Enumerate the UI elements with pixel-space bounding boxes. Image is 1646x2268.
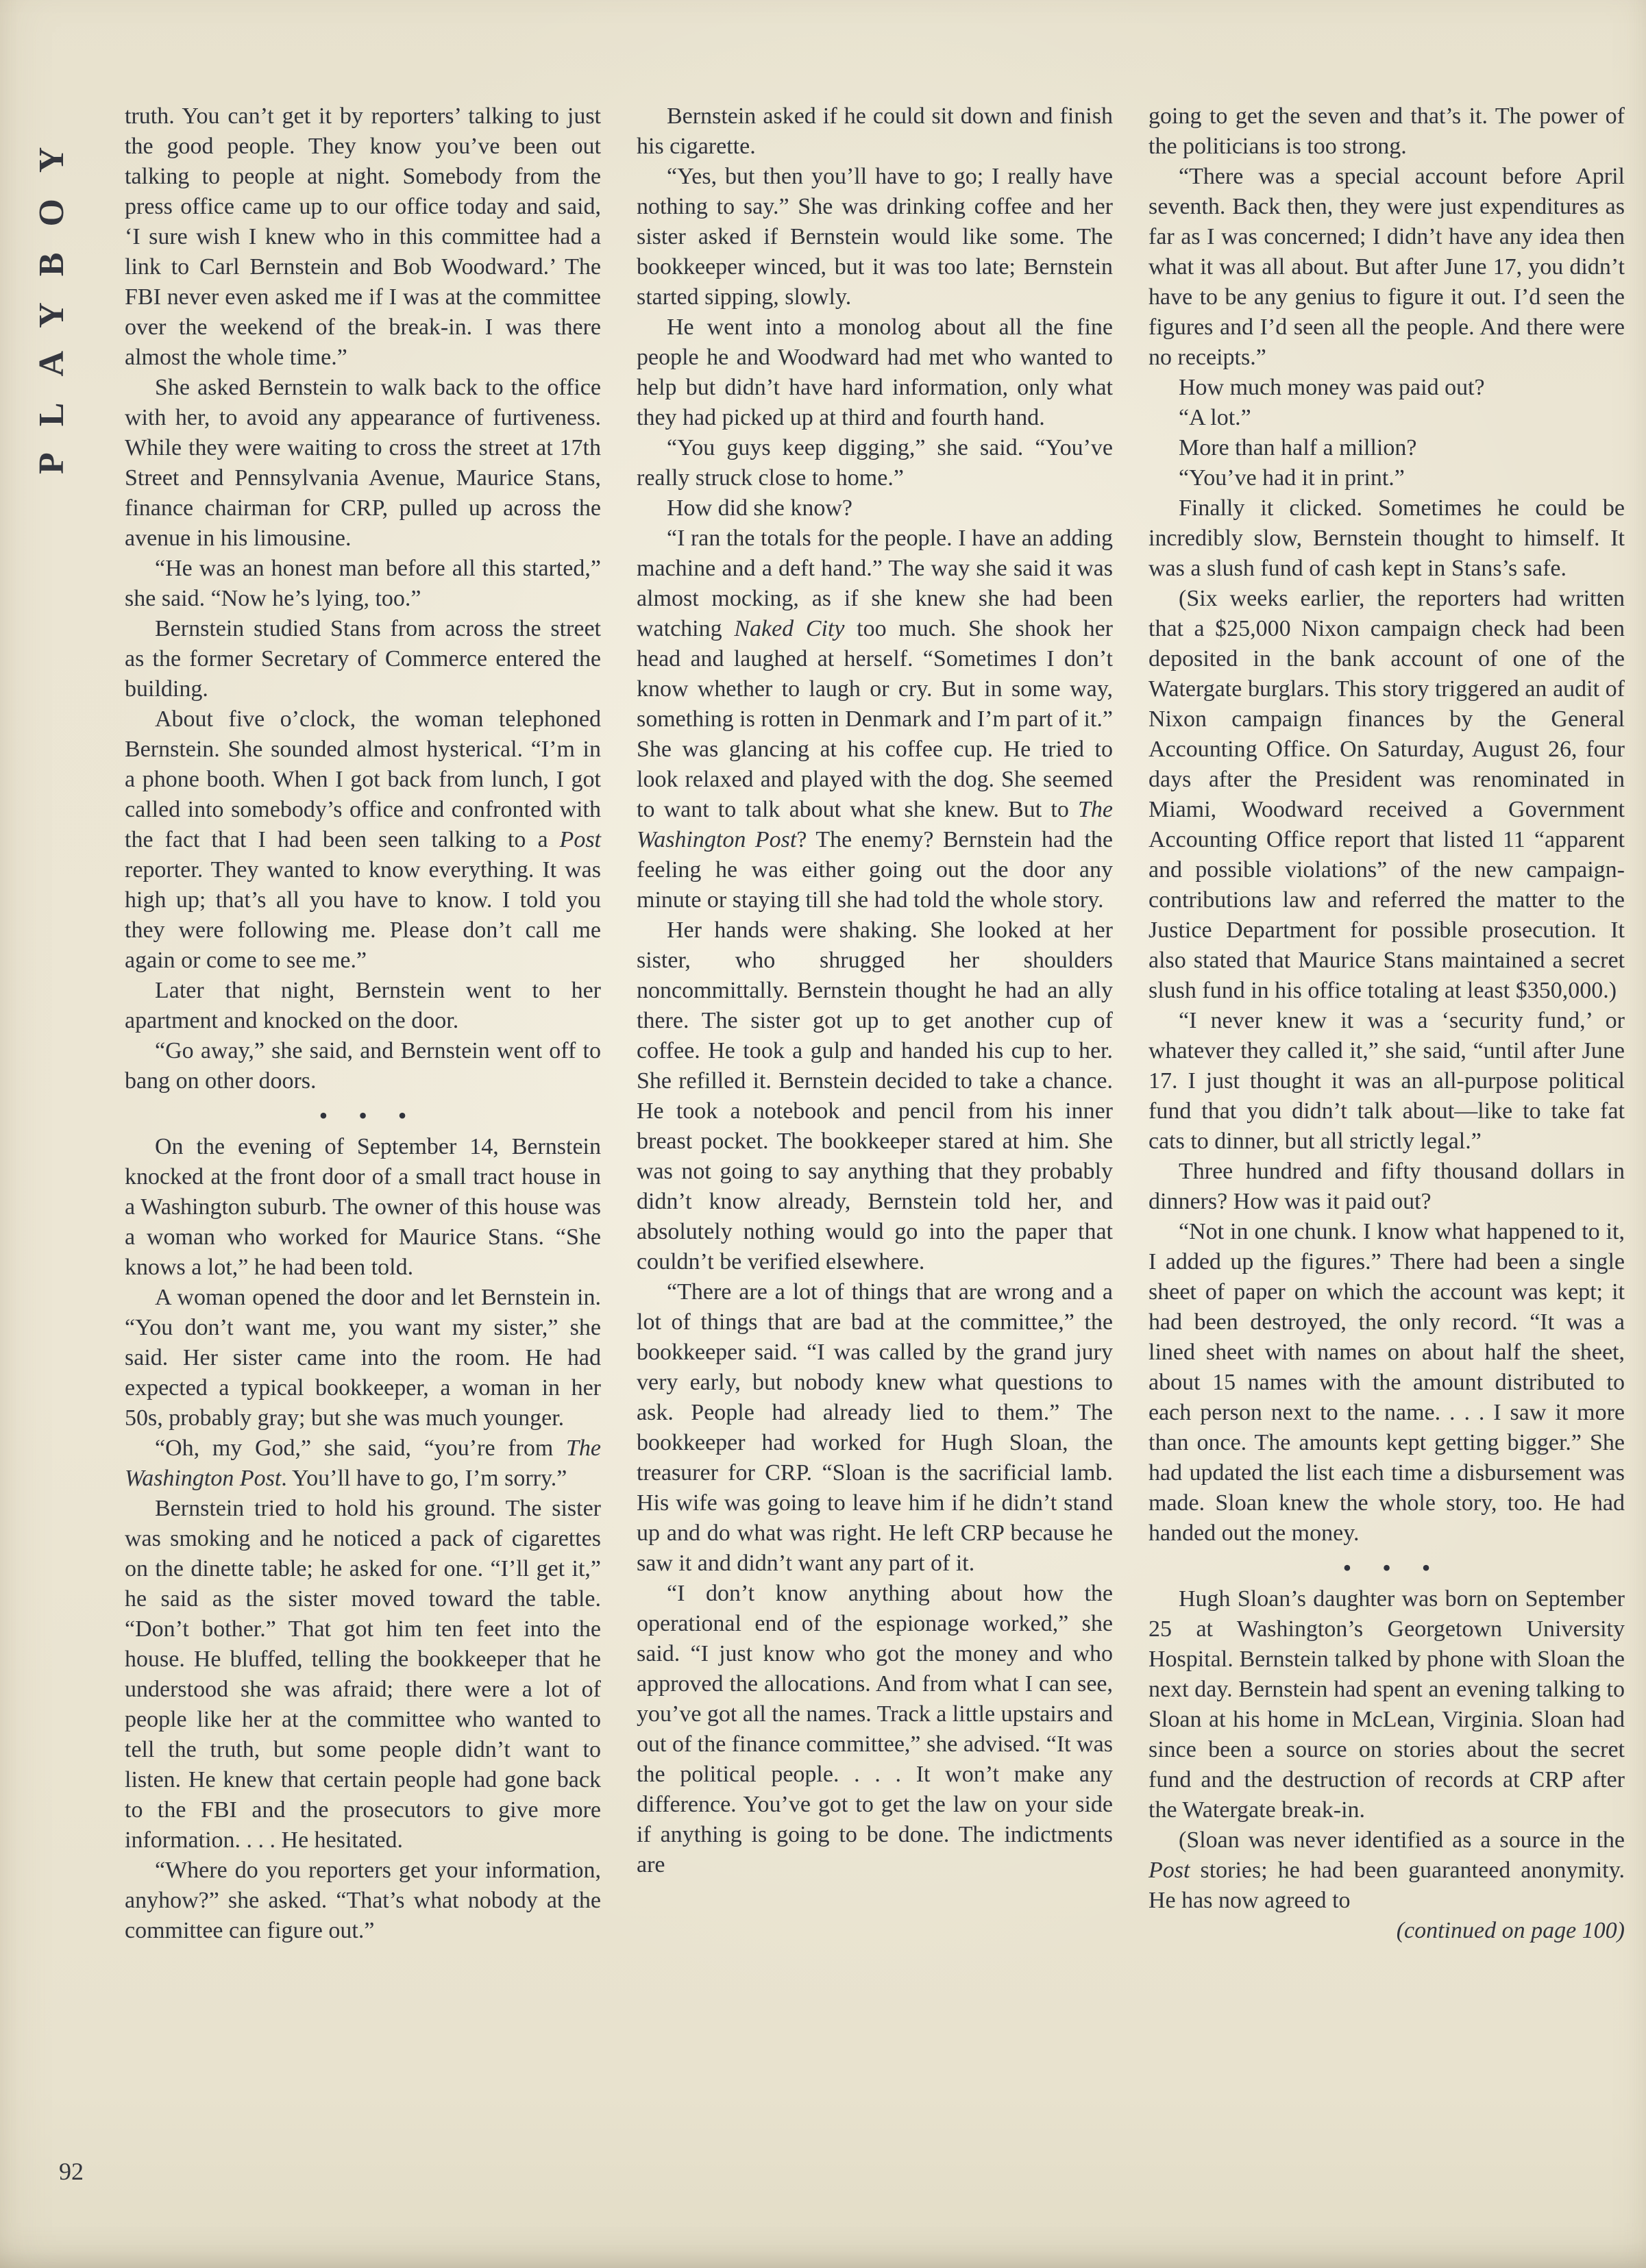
text-run: (Sloan was never identified as a source in the bbox=[1179, 1827, 1625, 1853]
paragraph bbox=[125, 1036, 601, 1096]
paragraph bbox=[125, 554, 601, 614]
text-run: A woman opened the door and let Bernstein in. “You don’t want me, you want my sister,” she said. Her sister came into the room. He had expected a typical bookkeeper, a woman in her 50s, probably gray; but she was much younger. bbox=[125, 1285, 601, 1431]
paragraph bbox=[637, 312, 1113, 433]
text-run: “He was an honest man before all this started,” she said. “Now he’s lying, too.” bbox=[125, 556, 601, 611]
paragraph bbox=[1148, 162, 1625, 373]
text-column bbox=[1148, 101, 1625, 1946]
text-run: Hugh Sloan’s daughter was born on September 25 at Washington’s Georgetown University Hospital. Bernstein talked by phone with Sloan the next day. Bernstein had spent an evening talking to Sloan at his home in McLean, Virginia. Sloan had since been a source on stories about the secret fund and the destruction of records at CRP after the Watergate break-in. bbox=[1148, 1586, 1625, 1823]
paragraph bbox=[125, 1856, 601, 1946]
continued-note bbox=[1148, 1916, 1625, 1946]
italic-text: The Washington Post bbox=[125, 1435, 601, 1491]
section-separator: • • • bbox=[1342, 1554, 1431, 1581]
text-run: How much money was paid out? bbox=[1179, 375, 1485, 400]
paragraph bbox=[1148, 101, 1625, 162]
page-number: 92 bbox=[59, 2158, 84, 2185]
paragraph bbox=[125, 373, 601, 554]
paragraph bbox=[637, 1579, 1113, 1880]
text-run: Bernstein studied Stans from across the street as the former Secretary of Commerce entered the building. bbox=[125, 616, 601, 702]
text-run: Her hands were shaking. She looked at her sister, who shrugged her shoulders noncommittally. Bernstein thought he had an ally there. The sister got up to get another cup of coffee. He took a gulp and handed his cup to her. She refilled it. Bernstein decided to take a chance. He took a notebook and pencil from his inner breast pocket. The bookkeeper stared at him. She was not going to say anything that they probably didn’t know already, Bernstein told her, and absolutely nothing would go into the paper that couldn’t be verified elsewhere. bbox=[637, 917, 1113, 1274]
paragraph bbox=[637, 1277, 1113, 1579]
paragraph bbox=[1148, 463, 1625, 493]
paragraph bbox=[637, 101, 1113, 162]
text-run: stories; he had been guaranteed anonymity. He has now agreed to bbox=[1148, 1858, 1625, 1913]
italic-text: The Washington Post bbox=[637, 797, 1113, 852]
paragraph bbox=[1148, 403, 1625, 433]
text-run: “Go away,” she said, and Bernstein went off to bang on other doors. bbox=[125, 1038, 601, 1094]
page-bottom-edge bbox=[0, 2263, 1646, 2268]
paragraph bbox=[1148, 584, 1625, 1006]
paragraph bbox=[637, 523, 1113, 915]
paragraph bbox=[125, 1283, 601, 1433]
paragraph bbox=[1148, 493, 1625, 584]
text-run: “Where do you reporters get your information, anyhow?” she asked. “That’s what nobody at the committee can figure out.” bbox=[125, 1858, 601, 1943]
text-run: More than half a million? bbox=[1179, 435, 1417, 460]
text-run: Bernstein asked if he could sit down and finish his cigarette. bbox=[637, 103, 1113, 159]
text-run: . You’ll have to go, I’m sorry.” bbox=[281, 1466, 567, 1491]
text-run: reporter. They wanted to know everything. It was high up; that’s all you have to know. I told you they were following me. Please don’t call me again or come to see me.” bbox=[125, 857, 601, 973]
paragraph bbox=[125, 704, 601, 976]
paragraph bbox=[637, 493, 1113, 523]
text-run: Finally it clicked. Sometimes he could be incredibly slow, Bernstein thought to himself. It was a slush fund of cash kept in Stans’s safe. bbox=[1148, 495, 1625, 581]
paragraph bbox=[125, 101, 601, 373]
text-run: “Oh, my God,” she said, “you’re from bbox=[155, 1435, 566, 1461]
text-run: “I never knew it was a ‘security fund,’ or whatever they called it,” she said, “until after June 17. I just thought it was an all-purpose political fund that you didn’t talk about—like to take fat cats to dinner, but all strictly legal.” bbox=[1148, 1008, 1625, 1154]
text-run: (Six weeks earlier, the reporters had written that a $25,000 Nixon campaign check had been deposited in the bank account of one of the Watergate burglars. This story triggered an audit of Nixon campaign finances by the General Accounting Office. On Saturday, August 26, four days after the President was renominated in Miami, Woodward received a Government Accounting Office report that listed 11 “apparent and possible violations” of the new campaign-contributions law and referred the matter to the Justice Department for possible prosecution. It also stated that Maurice Stans maintained a secret slush fund in his office totaling at least $350,000.) bbox=[1148, 586, 1625, 1003]
magazine-brand-vertical: PLAYBOY bbox=[32, 121, 71, 474]
paragraph bbox=[1148, 1825, 1625, 1916]
paragraph bbox=[125, 614, 601, 704]
text-run: “I ran the totals for the people. I have an adding machine and a deft hand.” The way she said it was almost mocking, as if she knew she had been watching bbox=[637, 526, 1113, 641]
article-body bbox=[125, 101, 1625, 1946]
paragraph bbox=[1148, 1157, 1625, 1217]
text-run: She asked Bernstein to walk back to the office with her, to avoid any appearance of furtiveness. While they were waiting to cross the street at 17th Street and Pennsylvania Avenue, Maurice Stans, finance chairman for CRP, pulled up across the avenue in his limousine. bbox=[125, 375, 601, 551]
italic-text: Post bbox=[1148, 1858, 1190, 1883]
paragraph bbox=[125, 1494, 601, 1856]
section-separator: • • • bbox=[319, 1102, 407, 1129]
paragraph bbox=[1148, 1217, 1625, 1549]
italic-text: Post bbox=[559, 827, 601, 852]
text-run: About five o’clock, the woman telephoned Bernstein. She sounded almost hysterical. “I’m in a phone booth. When I got back from lunch, I got called into somebody’s office and confronted with the fact that I had been seen talking to a bbox=[125, 706, 601, 852]
paragraph bbox=[637, 162, 1113, 312]
italic-text: (continued on page 100) bbox=[1396, 1918, 1625, 1943]
text-run: How did she know? bbox=[667, 495, 853, 521]
text-run: Three hundred and fifty thousand dollars in dinners? How was it paid out? bbox=[1148, 1159, 1625, 1214]
paragraph bbox=[1148, 1584, 1625, 1825]
text-run: Bernstein tried to hold his ground. The sister was smoking and he noticed a pack of cigarettes on the dinette table; he asked for one. “I’ll get it,” he said as the sister moved toward the table. “Don’t bother.” That got him ten feet into the house. He bluffed, telling the bookkeeper that he understood she was afraid; there were a lot of people like her at the committee who wanted to tell the truth, but some people didn’t want to listen. He knew that certain people had gone back to the FBI and the prosecutors to give more information. . . . He hesitated. bbox=[125, 1496, 601, 1853]
text-column bbox=[637, 101, 1113, 1946]
text-run: “Not in one chunk. I know what happened to it, I added up the figures.” There had been a single sheet of paper on which the account was kept; it had been destroyed, the only record. “It was a lined sheet with names on about half the sheet, about 15 names with the amount distributed to each person next to the name. . . . I saw it more than once. The amounts kept getting bigger.” She had updated the list each time a disbursement was made. Sloan knew the whole story, too. He had handed out the money. bbox=[1148, 1219, 1625, 1546]
text-run: going to get the seven and that’s it. The power of the politicians is too strong. bbox=[1148, 103, 1625, 159]
text-run: too much. She shook her head and laughed at herself. “Sometimes I don’t know whether to laugh or cry. But in some way, something is rotten in Denmark and I’m part of it.” She was glancing at his coffee cup. He tried to look relaxed and played with the dog. She seemed to want to talk about what she knew. But to bbox=[637, 616, 1113, 822]
paragraph bbox=[1148, 373, 1625, 403]
text-run: On the evening of September 14, Bernstein knocked at the front door of a small tract house in a Washington suburb. The owner of this house was a woman who worked for Maurice Stans. “She knows a lot,” he had been told. bbox=[125, 1134, 601, 1280]
text-run: “You guys keep digging,” she said. “You’ve really struck close to home.” bbox=[637, 435, 1113, 491]
text-run: “There are a lot of things that are wrong and a lot of things that are bad at the committee,” the bookkeeper said. “I was called by the grand jury very early, but nobody knew what questions to ask. People had already lied to them.” The bookkeeper had worked for Hugh Sloan, the treasurer for CRP. “Sloan is the sacrificial lamb. His wife was going to leave him if he didn’t stand up and do what was right. He left CRP because he saw it and didn’t want any part of it. bbox=[637, 1279, 1113, 1576]
text-run: ? The enemy? Bernstein had the feeling he was either going out the door any minute or staying till she had told the whole story. bbox=[637, 827, 1113, 913]
text-run: “There was a special account before April seventh. Back then, they were just expenditures as far as I was concerned; I didn’t have any idea then what it was all about. But after June 17, you didn’t have to be any genius to figure it out. I’d seen the figures and I’d seen all the people. And there were no receipts.” bbox=[1148, 164, 1625, 370]
paragraph bbox=[125, 976, 601, 1036]
paragraph bbox=[125, 1433, 601, 1494]
text-run: Later that night, Bernstein went to her apartment and knocked on the door. bbox=[125, 978, 601, 1033]
text-run: He went into a monolog about all the fine people he and Woodward had met who wanted to help but didn’t have hard information, only what they had picked up at third and fourth hand. bbox=[637, 315, 1113, 430]
text-run: truth. You can’t get it by reporters’ talking to just the good people. They know you’ve been out talking to people at night. Somebody from the press office came up to our office today and said, ‘I sure wish I knew who in this committee had a link to Carl Bernstein and Bob Woodward.’ The FBI never even asked me if I was at the committee over the weekend of the break-in. I was there almost the whole time.” bbox=[125, 103, 601, 370]
paragraph bbox=[1148, 433, 1625, 463]
italic-text: Naked City bbox=[734, 616, 845, 641]
text-run: “I don’t know anything about how the operational end of the espionage worked,” she said. “I just know who got the money and who approved the allocations. And from what I can see, you’ve got all the names. Track a little upstairs and out of the finance committee,” she advised. “It was the political people. . . . It won’t make any difference. You’ve got to get the law on your side if anything is going to be done. The indictments are bbox=[637, 1581, 1113, 1877]
paragraph bbox=[1148, 1006, 1625, 1157]
paragraph bbox=[637, 915, 1113, 1277]
text-column bbox=[125, 101, 601, 1946]
paragraph bbox=[637, 433, 1113, 493]
text-run: “You’ve had it in print.” bbox=[1179, 465, 1405, 491]
text-run: “A lot.” bbox=[1179, 405, 1251, 430]
paragraph bbox=[125, 1132, 601, 1283]
text-run: “Yes, but then you’ll have to go; I really have nothing to say.” She was drinking coffee and her sister asked if Bernstein would like some. The bookkeeper winced, but it was too late; Bernstein started sipping, slowly. bbox=[637, 164, 1113, 310]
